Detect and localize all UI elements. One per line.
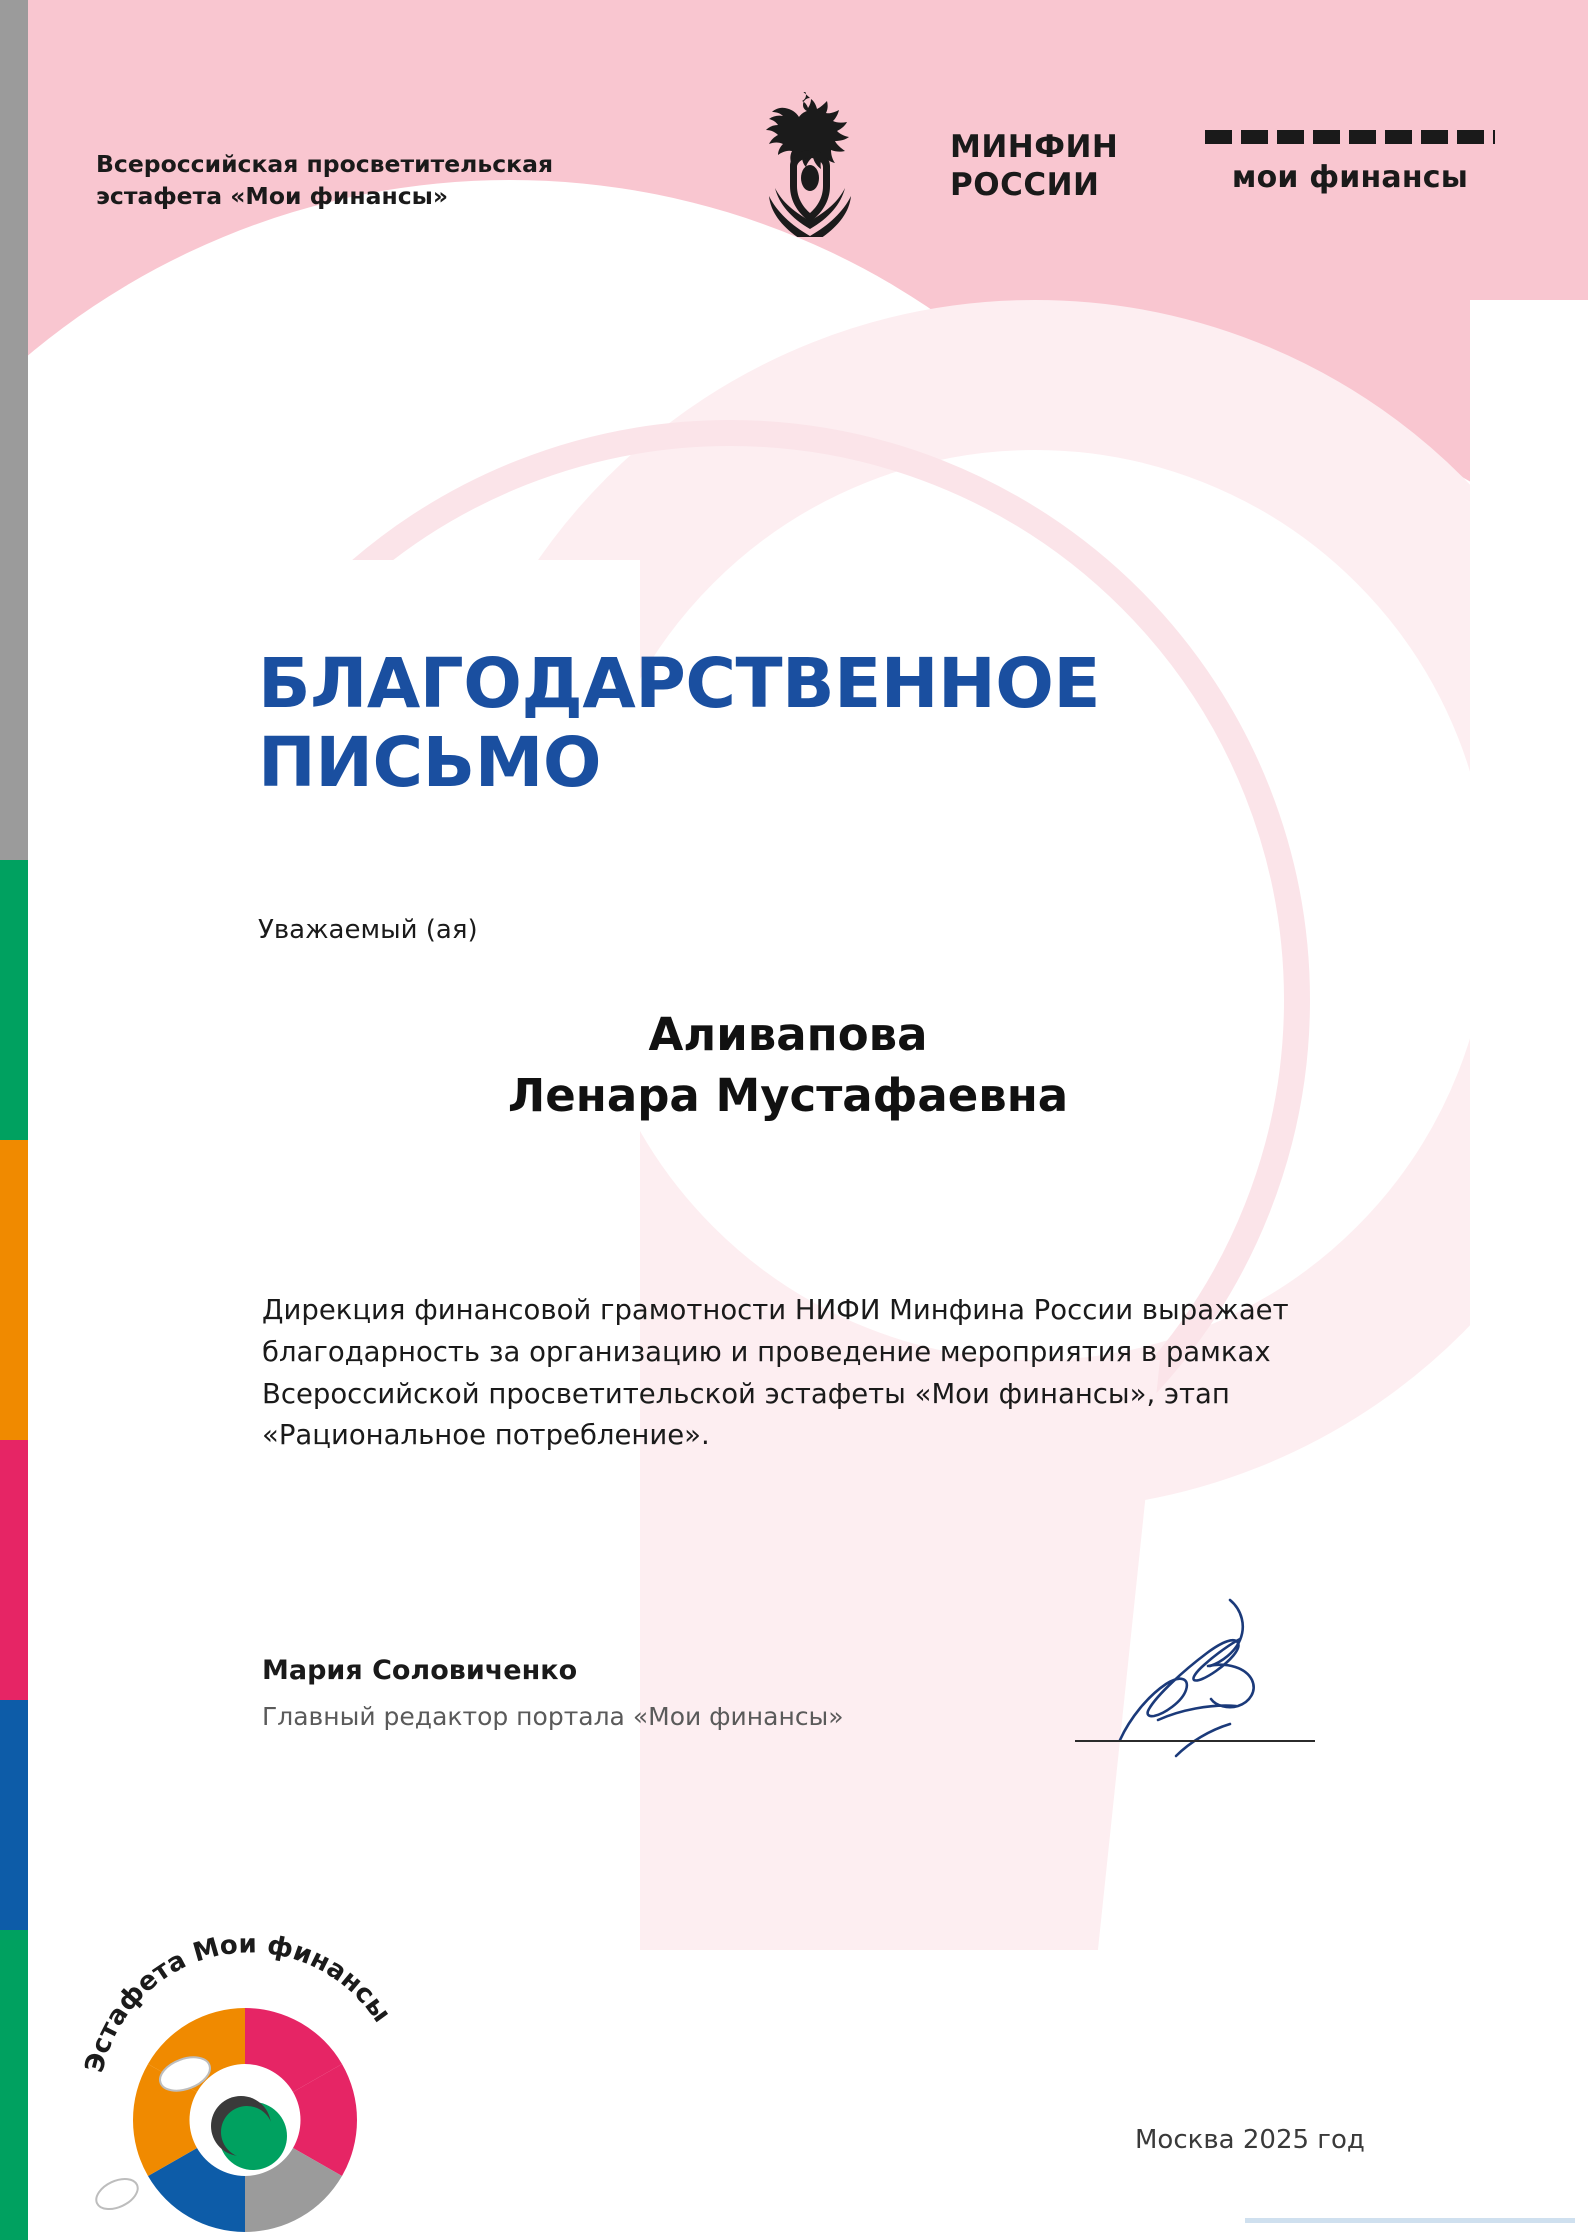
edge-bar-blue	[0, 1700, 28, 1930]
footer-rule	[1245, 2218, 1575, 2223]
edge-bar-pink	[0, 1440, 28, 1700]
salutation: Уважаемый (ая)	[258, 915, 478, 945]
signature-line	[1075, 1740, 1315, 1742]
program-title-line1: Всероссийская просветительская	[96, 150, 554, 178]
ministry-name	[950, 128, 1118, 205]
recipient-name	[258, 1005, 1318, 1127]
edge-bar-orange	[0, 1140, 28, 1440]
handwritten-signature-icon	[1080, 1570, 1340, 1780]
page-title-line1: БЛАГОДАРСТВЕННОЕ	[258, 644, 1101, 724]
signer-role: Главный редактор портала «Мои финансы»	[262, 1702, 844, 1731]
page-title	[258, 645, 1318, 802]
moi-finansy-logo	[1205, 130, 1495, 195]
document-header	[0, 0, 1588, 300]
white-mask-right	[1470, 300, 1588, 2000]
page-title-line2: ПИСЬМО	[258, 722, 602, 803]
edge-bar-green	[0, 860, 28, 1140]
svg-text:Эстафета Мои финансы: Эстафета Мои финансы	[79, 1929, 397, 2076]
program-title	[96, 148, 656, 213]
edge-bar-green2	[0, 1930, 28, 2240]
russian-coat-of-arms-icon	[755, 92, 865, 237]
ministry-name-line1: МИНФИН	[950, 129, 1119, 165]
place-and-date: Москва 2025 год	[1135, 2125, 1365, 2155]
estafeta-donut-logo-icon	[60, 1870, 440, 2240]
edge-color-bars	[0, 0, 28, 2240]
moi-finansy-logo-text: мои финансы	[1231, 160, 1469, 195]
ministry-name-line2: РОССИИ	[950, 167, 1100, 204]
recipient-surname: Аливапова	[648, 1008, 928, 1061]
recipient-given-name: Ленара Мустафаевна	[507, 1068, 1069, 1122]
dashed-bar-icon	[1205, 130, 1495, 144]
program-title-line2: эстафета «Мои финансы»	[96, 182, 449, 211]
body-text: Дирекция финансовой грамотности НИФИ Минфина России выражает благодарность за организацию и проведение мероприятия в рамках Всероссийской просветительской эстафеты «Мои финансы», этап «Рациональное потребление».	[262, 1294, 1289, 1452]
signer-name: Мария Соловиченко	[262, 1655, 578, 1686]
